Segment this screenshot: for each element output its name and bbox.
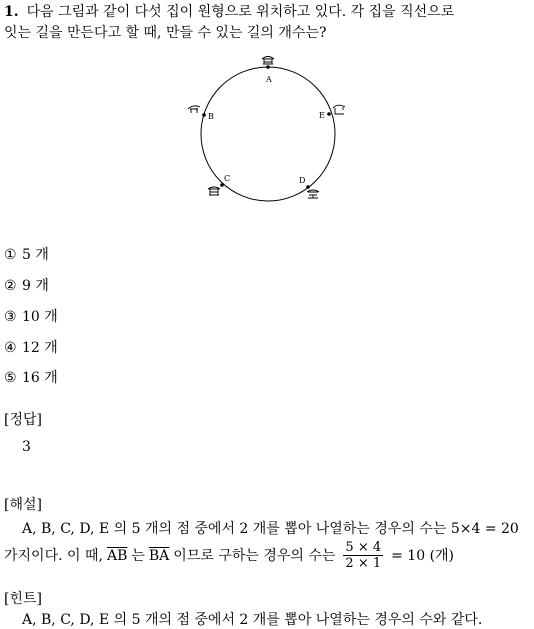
question-text-2: 잇는 길을 만든다고 할 때, 만들 수 있는 길의 개수는? <box>4 25 327 41</box>
explanation-text-2b: 는 <box>131 547 145 564</box>
choice-3-mark: ③ <box>4 309 17 325</box>
fraction <box>343 540 383 571</box>
choice-4-text: 12 개 <box>22 340 58 356</box>
point-c <box>208 174 230 195</box>
house-icon-d <box>307 190 319 198</box>
explanation-line-2 <box>4 540 454 571</box>
question-text-1: 다음 그림과 같이 다섯 집이 원형으로 위치하고 있다. 각 집을 직선으로 <box>26 4 455 20</box>
fraction-numerator: 5 × 4 <box>345 540 382 555</box>
label-d: D <box>299 176 306 185</box>
house-icon-b <box>188 106 200 113</box>
explanation-line-1: A, B, C, D, E 의 5 개의 점 중에서 2 개를 뽑아 나열하는 경우의 수는 5×4 = 20 <box>22 521 519 537</box>
choice-5-text: 16 개 <box>22 370 58 386</box>
choice-2-mark: ② <box>4 278 17 294</box>
answer-label: [정답] <box>4 412 42 428</box>
point-b <box>188 106 214 121</box>
label-e: E <box>319 111 325 120</box>
question-number: 1. <box>4 4 19 20</box>
label-a: A <box>266 75 272 84</box>
choice-2[interactable] <box>4 277 49 295</box>
segment-ba: $\overline{BA}$ <box>148 547 170 564</box>
choice-4-mark: ④ <box>4 340 17 356</box>
choice-1-mark: ① <box>4 247 17 263</box>
house-icon-a <box>262 57 274 65</box>
choice-3[interactable] <box>4 308 58 326</box>
choice-5-mark: ⑤ <box>4 370 17 386</box>
point-d <box>299 176 319 198</box>
point-a <box>262 57 274 85</box>
hint-label: [힌트] <box>4 591 42 607</box>
houses-circle-figure <box>180 50 360 210</box>
house-icon-c <box>208 187 220 195</box>
answer-value: 3 <box>22 439 31 455</box>
label-c: C <box>224 174 231 183</box>
explanation-label: [해설] <box>4 497 42 513</box>
explanation-text-2c: 이므로 구하는 경우의 수는 <box>173 547 336 564</box>
label-b: B <box>208 112 214 121</box>
house-icon-e <box>333 105 345 114</box>
choice-5[interactable] <box>4 369 58 387</box>
explanation-text-2a: 가지이다. 이 때, <box>4 547 103 564</box>
explanation-text-2d: = 10 (개) <box>391 547 455 564</box>
circle <box>201 67 335 201</box>
segment-ab: $\overline{AB}$ <box>106 547 128 564</box>
choice-1-text: 5 개 <box>22 247 49 263</box>
question-line-1 <box>4 2 454 22</box>
choice-2-text: 9 개 <box>22 278 49 294</box>
hint-line-1: A, B, C, D, E 의 5 개의 점 중에서 2 개를 뽑아 나열하는 경우의 수와 같다. <box>22 612 483 628</box>
choice-3-text: 10 개 <box>22 309 58 325</box>
fraction-denominator: 2 × 1 <box>345 556 382 571</box>
choice-1[interactable] <box>4 246 49 264</box>
choice-4[interactable] <box>4 339 58 357</box>
